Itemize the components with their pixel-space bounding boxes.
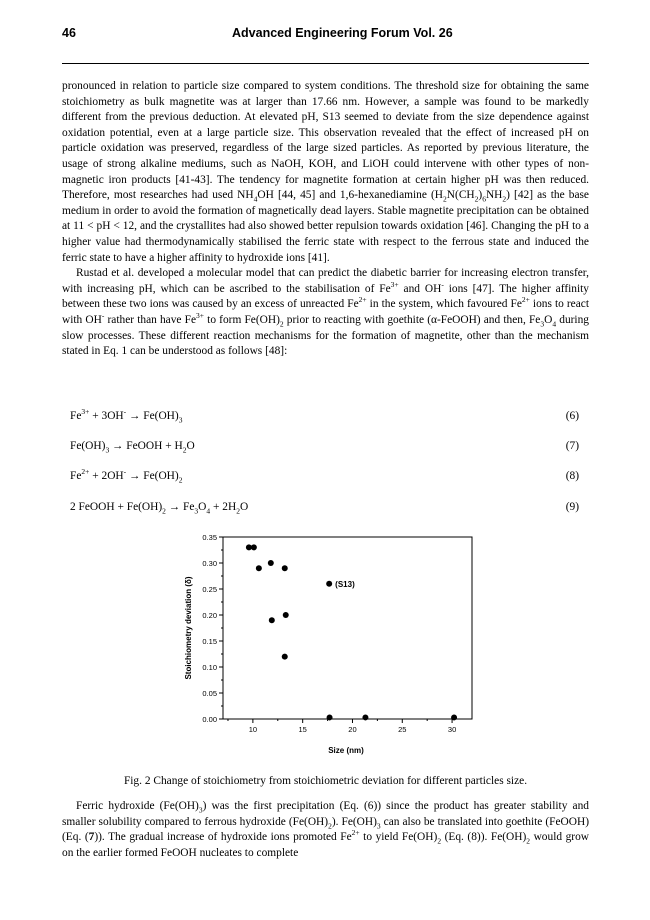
paragraph-3: Ferric hydroxide $(Fe(OH)_3)$ was the first precipitation (Eq. (6)) since the product has greater stability and smaller solubility compared to ferrous hydroxide $(Fe(OH)_2)$. $Fe(OH)_3$ can also be translated into goethite (FeOOH) (Eq. (7)). The gradual increase of hydroxide ions promoted $Fe^{2+}$ to yield $Fe(OH)_2$ (Eq. (8)). $Fe(OH)_2$ would grow on the earlier formed FeOOH nucleates to complete	[62, 800, 590, 859]
x-tick-label: 20	[348, 725, 357, 734]
data-point	[282, 565, 288, 571]
data-point	[327, 714, 333, 720]
y-tick-label: 0.25	[202, 585, 217, 594]
scatter-chart	[180, 530, 480, 762]
x-tick-label: 25	[398, 725, 407, 734]
equation-number: (9)	[565, 501, 579, 513]
y-tick-label: 0.20	[202, 611, 217, 620]
data-point	[268, 560, 274, 566]
y-tick-label: 0.15	[202, 637, 217, 646]
journal-title: Advanced Engineering Forum Vol. 26	[232, 26, 453, 40]
data-point	[326, 581, 332, 587]
y-tick-label: 0.30	[202, 559, 217, 568]
header-rule	[62, 63, 589, 64]
figure-caption: Fig. 2 Change of stoichiometry from stoichiometric deviation for different particles size.	[123, 775, 528, 787]
equation-number: (6)	[565, 410, 579, 422]
data-point	[251, 544, 257, 550]
data-point	[283, 612, 289, 618]
data-point	[282, 654, 288, 660]
equation-number: (7)	[565, 440, 579, 452]
equation-6: $Fe^{3+} + 3OH^- \to Fe(OH)_3$ (6)	[70, 407, 579, 425]
data-point	[269, 617, 275, 623]
y-axis-label: Stoichiometry deviation (δ)	[184, 576, 193, 680]
plot-frame	[223, 537, 472, 719]
data-point	[362, 714, 368, 720]
x-axis-ticks	[228, 719, 456, 734]
y-tick-label: 0.35	[202, 533, 217, 542]
page-number: 46	[62, 26, 76, 40]
x-tick-label: 15	[298, 725, 307, 734]
equation-number: (8)	[565, 470, 579, 482]
body-text-top	[62, 79, 589, 360]
body-text-bottom	[62, 799, 589, 861]
y-tick-label: 0.00	[202, 715, 217, 724]
x-tick-label: 30	[447, 725, 457, 734]
paragraph-2: Rustad et al. developed a molecular model that can predict the diabetic barrier for increasing electron transfer, with increasing pH, which can be ascribed to the stabilisation of $Fe^{3+}$ and OH- ions [47]. The higher affinity between these two ions was caused by an excess of unreacted $Fe^{2+}$ in the system, which favoured $Fe^{2+}$ ions to react with OH- rather than have $Fe^{3+}$ to form $Fe(OH)_2$ prior to reacting with goethite (α-FeOOH) and then, $Fe_3O_4$ during slow processes. These different reaction mechanisms for the formation of magnetite, other than the mechanism stated in Eq. 1 can be understood as follows [48]:	[62, 267, 590, 358]
x-tick-label: 10	[248, 725, 258, 734]
x-axis-label: Size (nm)	[328, 746, 364, 755]
data-point	[451, 714, 457, 720]
data-point	[256, 565, 262, 571]
equation-8: $Fe^{2+} + 2OH^- \to Fe(OH)_2$ (8)	[70, 467, 579, 485]
equation-9: 2 FeOOH + $Fe(OH)_2 \to Fe_3O_4 + 2H_2O$ (9)	[70, 501, 579, 516]
data-points	[246, 544, 457, 720]
y-tick-label: 0.10	[202, 663, 217, 672]
equation-7: $Fe(OH)_3$ → FeOOH + $H_2O$ (7)	[70, 440, 579, 455]
paragraph-1: pronounced in relation to particle size compared to system conditions. The threshold size for obtaining the same stoichiometry as bulk magnetite was at larger than 17.66 nm. However, a sample was found to be markedly different from the previous deduction. At elevated pH, S13 seemed to deviate from the size dependence against oxidation potential, even at a large particle size. This observation revealed that the effect of increased pH on particle oxidation was preserved, regardless of the large sized particles. As reported by previous literature, the usage of strong alkaline mediums, such as NaOH, KOH, and LiOH could intervene with other types of non-magnetic iron products [41-43]. The tendency for magnetite formation at certain higher pH was then reduced. Therefore, most researches had used $NH_4OH$ [44, 45] and 1,6-hexanediamine $(H_2N(CH_2)_6NH_2)$ [42] as the base medium in order to avoid the formation of magnetically dead layers. Stable magnetite precipitation can be obtained at 11 < pH < 12, and the crystallites had also showed better repulsion towards oxidation [46]. Changing the pH to a higher value had thermodynamically stabilised the ferric state with respect to the ferrous state and induced the ferric state to have a higher affinity to hydroxide ions [41].	[62, 80, 589, 264]
s13-annotation: (S13)	[335, 579, 355, 589]
y-tick-label: 0.05	[202, 689, 217, 698]
y-axis-ticks	[202, 533, 223, 724]
